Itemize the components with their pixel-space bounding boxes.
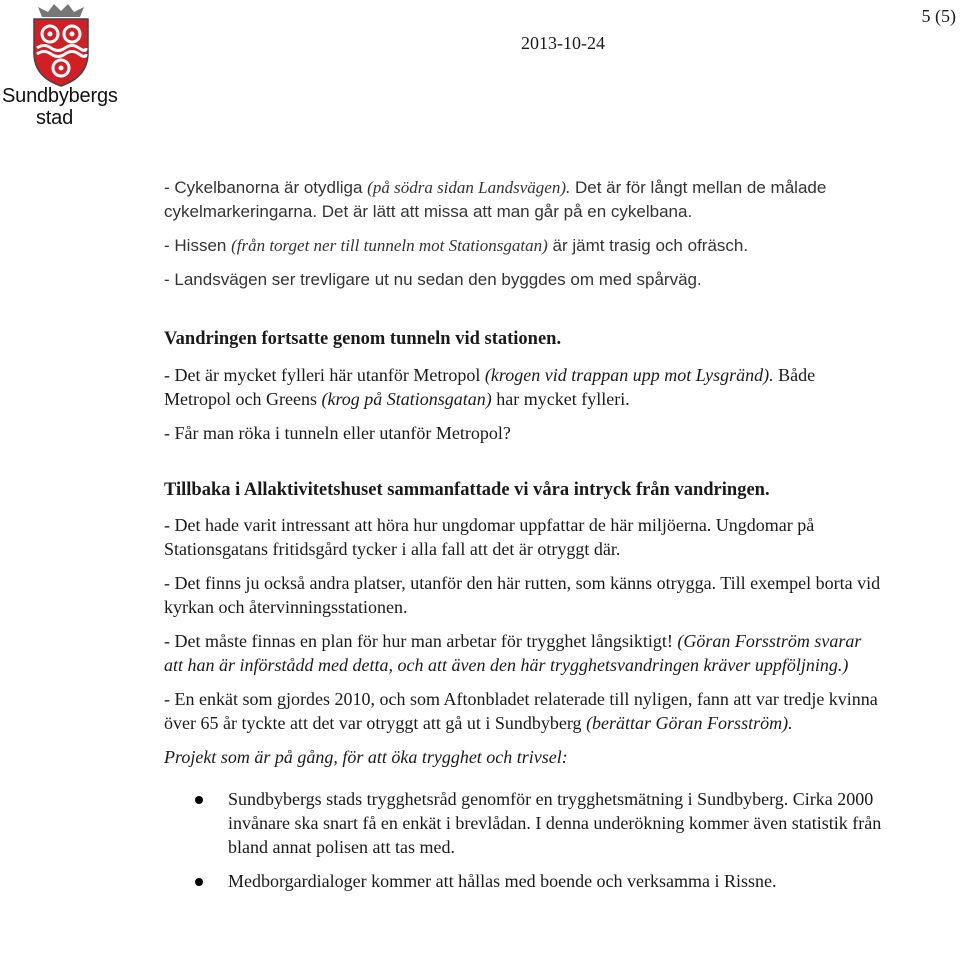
bullet-icon [195,878,203,886]
logo-line1: Sundbybergs [2,85,118,107]
paragraph-projects-intro: Projekt som är på gång, för att öka trygghet och trivsel: [164,747,568,767]
bullet-icon [195,796,203,804]
paragraph-other-places: - Det finns ju också andra platser, utanför den här rutten, som känns otrygga. Till exempel borta vid kyrkan och återvinningsstationen. [164,573,881,617]
logo-line2: stad [36,107,74,129]
coat-of-arms-icon [28,3,94,87]
list-item: Medborgardialoger kommer att hållas med boende och verksamma i Rissne. [164,869,884,893]
paragraph-landsvagen: - Landsvägen ser trevligare ut nu sedan den byggdes om med spårväg. [164,270,702,289]
document-date: 2013-10-24 [521,33,605,53]
projects-list [164,787,884,893]
paragraph-elevator: - Hissen (från torget ner till tunneln mot Stationsgatan) är jämt trasig och ofräsch. [164,236,749,255]
paragraph-youth: - Det hade varit intressant att höra hur ungdomar uppfattar de här miljöerna. Ungdomar på Stationsgatans fritidsgård tycker i alla fall att det är otryggt där. [164,515,815,559]
paragraph-metropol: - Det är mycket fylleri här utanför Metropol (krogen vid trappan upp mot Lysgränd). Både Metropol och Greens (krog på Stationsgatan) har mycket fylleri. [164,365,816,409]
paragraph-cycle-lanes: - Cykelbanorna är otydliga (på södra sidan Landsvägen). Det är för långt mellan de målade cykelmarkeringarna. Det är lätt att missa att man går på en cykelbana. [164,178,827,221]
logo-text [2,85,118,129]
heading-tunnel: Vandringen fortsatte genom tunneln vid stationen. [164,329,562,349]
paragraph-long-term-plan: - Det måste finnas en plan för hur man arbetar för trygghet långsiktigt! (Göran Forsström svarar att han är införstådd med detta, och att även den här trygghetsvandringen kräver uppföljning.) [164,631,862,675]
page-number: 5 (5) [921,6,956,26]
list-item: Sundbybergs stads trygghetsråd genomför en trygghetsmätning i Sundbyberg. Cirka 2000 invånare ska snart få en enkät i brevlådan. I denna underökning kommer även statistik från bland annat polisen att tas med. [164,787,884,859]
paragraph-survey-2010: - En enkät som gjordes 2010, och som Aftonbladet relaterade till nyligen, fann att var tredje kvinna över 65 år tyckte att det var otryggt att gå ut i Sundbyberg (berättar Göran Forsström). [164,689,878,733]
paragraph-smoking: - Får man röka i tunneln eller utanför Metropol? [164,423,511,443]
sundbybergs-stad-logo [0,0,125,135]
heading-allaktivitetshuset: Tillbaka i Allaktivitetshuset sammanfattade vi våra intryck från vandringen. [164,480,770,500]
document-body [164,176,884,893]
